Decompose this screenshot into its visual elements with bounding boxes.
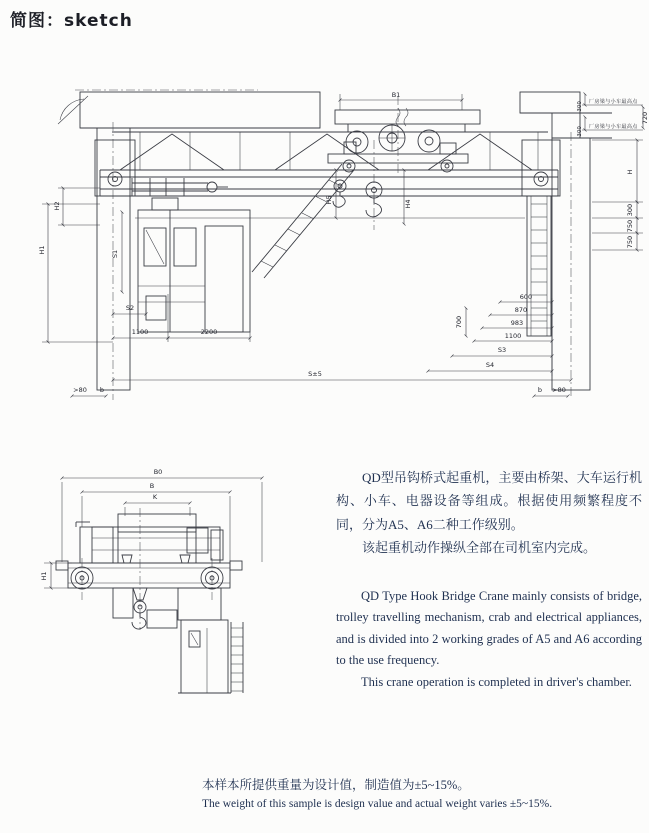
side-view-trolley — [76, 514, 223, 563]
dim-label-h4: H4 — [404, 199, 412, 209]
dim-label-span: S±5 — [308, 370, 322, 378]
dim-label-600: 600 — [519, 293, 533, 301]
hook-assembly — [325, 140, 412, 230]
side-view-cab — [178, 620, 243, 693]
bottom-dimensions — [72, 294, 571, 396]
clearance-dimensions — [577, 94, 649, 137]
right-nested-dimensions — [428, 293, 552, 376]
clearance-note-top: 厂房梁与小车最高点 — [589, 99, 638, 105]
dim-label-h1-side: H1 — [40, 571, 48, 581]
page-title: 简图：sketch — [10, 11, 133, 31]
dim-label-b-right: b — [537, 386, 543, 394]
dim-label-s3: S3 — [497, 346, 507, 354]
dim-label-700: 700 — [455, 315, 463, 329]
dim-label-h5: H5 — [325, 195, 333, 205]
side-view-dimensions — [40, 468, 262, 588]
dim-label-300: 300 — [626, 203, 634, 217]
front-elevation-drawing — [0, 80, 649, 430]
dim-label-s4: S4 — [485, 361, 495, 369]
description-en-para2: This crane operation is completed in driver's chamber. — [361, 674, 632, 689]
description-en-para1: QD Type Hook Bridge Crane mainly consists of bridge, trolley travelling mechanism, crab and electrical appliances, and is divided into 2 working grades of A5 and A6 according to the use frequency. — [336, 588, 642, 668]
dim-label-b0: B0 — [153, 468, 163, 476]
dim-label-b1: B1 — [391, 91, 401, 99]
dim-label-k: K — [152, 493, 158, 501]
description-cn-para1: QD型吊钩桥式起重机，主要由桥架、大车运行机构、小车、电器设备等组成。根据使用频繁程度不同，分为A5、A6二种工作级别。 — [336, 470, 642, 532]
dim-label-s2: S2 — [125, 304, 135, 312]
description-block — [336, 466, 642, 693]
dim-label-h: H — [626, 169, 634, 175]
dim-label-clearance-dim1: 300 — [577, 101, 583, 112]
dim-label-gt80-right: >80 — [552, 386, 566, 394]
dim-label-983: 983 — [510, 319, 524, 327]
dim-label-s1: S1 — [111, 249, 119, 259]
inclined-stair — [252, 164, 354, 278]
dim-label-720: 720 — [641, 111, 649, 125]
dim-label-b-left: b — [99, 386, 105, 394]
dim-label-h1: H1 — [38, 245, 46, 255]
dim-label-1100b: 1100 — [504, 332, 522, 340]
left-building-section — [58, 90, 320, 400]
side-view-hook — [113, 588, 221, 629]
dim-label-1100: 1100 — [131, 328, 149, 336]
weight-footnote — [202, 776, 552, 813]
dim-label-h2: H2 — [53, 201, 61, 211]
left-end-truck — [95, 140, 228, 196]
weight-footnote-en: The weight of this sample is design value and actual weight varies ±5~15%. — [202, 797, 553, 810]
dim-label-750a: 750 — [626, 219, 634, 233]
left-dimensions — [38, 188, 166, 342]
side-view-end-carriage — [56, 508, 242, 630]
weight-footnote-cn: 本样本所提供重量为设计值，制造值为±5~15%。 — [202, 778, 470, 792]
dim-label-clearance-dim2: 300 — [577, 126, 583, 137]
trolley-crab — [328, 91, 480, 176]
right-building-section — [520, 92, 612, 398]
dim-label-b: B — [149, 482, 155, 490]
dim-label-gt80-left: >80 — [73, 386, 87, 394]
side-view-drawing — [22, 460, 322, 708]
description-cn-para2: 该起重机动作操纵全部在司机室内完成。 — [362, 540, 597, 556]
dim-label-2200: 2200 — [200, 328, 218, 336]
dim-label-750b: 750 — [626, 235, 634, 249]
dim-label-870: 870 — [514, 306, 528, 314]
clearance-note-bottom: 厂房梁与小车最高点 — [589, 124, 638, 130]
right-height-dimensions — [592, 140, 643, 250]
